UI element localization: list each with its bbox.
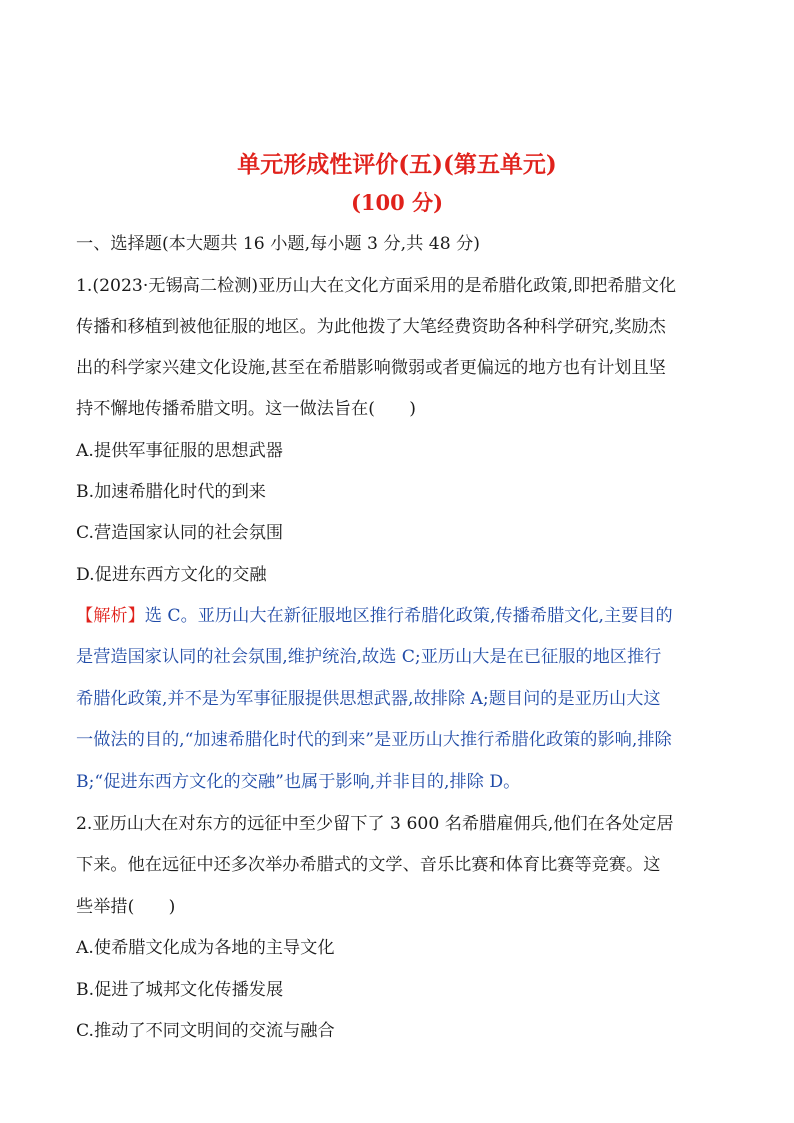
question-1-analysis-line-3: 希腊化政策,并不是为军事征服提供思想武器,故排除 A;题目问的是亚历山大这 [76, 689, 661, 709]
question-1-analysis-line-2: 是营造国家认同的社会氛围,维护统治,故选 C;亚历山大是在已征服的地区推行 [76, 647, 662, 667]
question-1-option-b: B.加速希腊化时代的到来 [76, 482, 266, 502]
question-2-stem-line-1: 2.亚历山大在对东方的远征中至少留下了 3 600 名希腊雇佣兵,他们在各处定居 [76, 814, 674, 834]
question-1-stem-line-1: 1.(2023·无锡高二检测)亚历山大在文化方面采用的是希腊化政策,即把希腊文化 [76, 276, 677, 296]
question-1-analysis-line-5: B;“促进东西方文化的交融”也属于影响,并非目的,排除 D。 [76, 772, 521, 792]
question-2-option-b: B.促进了城邦文化传播发展 [76, 980, 284, 1000]
section-heading: 一、选择题(本大题共 16 小题,每小题 3 分,共 48 分) [76, 234, 480, 254]
question-1-option-a: A.提供军事征服的思想武器 [76, 441, 283, 461]
question-2-option-a: A.使希腊文化成为各地的主导文化 [76, 938, 335, 958]
question-1-stem-line-3: 出的科学家兴建文化设施,甚至在希腊影响微弱或者更偏远的地方也有计划且坚 [76, 358, 666, 378]
analysis-text: 选 C。亚历山大在新征服地区推行希腊化政策,传播希腊文化,主要目的 [144, 606, 673, 626]
question-1-stem-line-2: 传播和移植到被他征服的地区。为此他拨了大笔经费资助各种科学研究,奖励杰 [76, 317, 666, 337]
question-1-analysis-line-4: 一做法的目的,“加速希腊化时代的到来”是亚历山大推行希腊化政策的影响,排除 [76, 730, 672, 750]
question-1-option-d: D.促进东西方文化的交融 [76, 565, 267, 585]
question-1-stem-line-4: 持不懈地传播希腊文明。这一做法旨在( ) [76, 399, 416, 419]
analysis-label: 【解析】 [76, 606, 145, 626]
total-score: (100 分) [350, 190, 444, 215]
question-2-option-c: C.推动了不同文明间的交流与融合 [76, 1021, 335, 1041]
question-2-stem-line-2: 下来。他在远征中还多次举办希腊式的文学、音乐比赛和体育比赛等竞赛。这 [76, 855, 661, 875]
page-title: 单元形成性评价(五)(第五单元) [237, 151, 557, 178]
question-2-stem-line-3: 些举措( ) [76, 897, 176, 917]
question-1-option-c: C.营造国家认同的社会氛围 [76, 523, 284, 543]
question-1-analysis-line-1 [76, 605, 726, 627]
